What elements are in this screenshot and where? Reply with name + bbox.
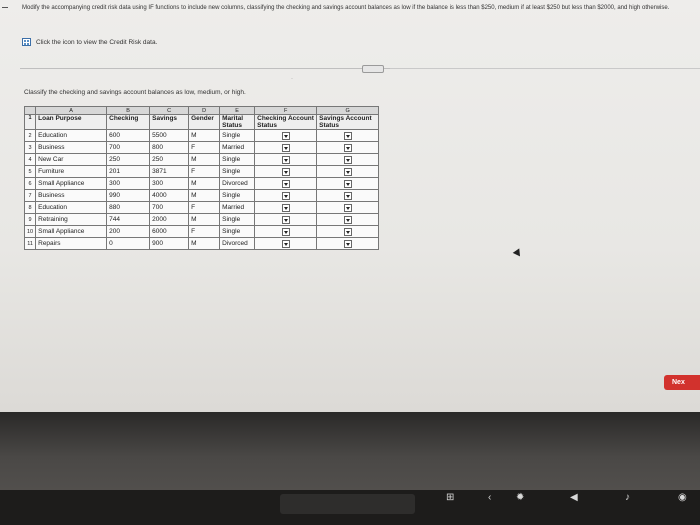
column-letter: C xyxy=(150,107,189,115)
loan-purpose-cell: Small Appliance xyxy=(36,226,107,238)
checking-status-cell xyxy=(255,226,317,238)
header-savings: Savings xyxy=(150,115,189,130)
marital-status-cell: Single xyxy=(220,190,255,202)
row-number: 11 xyxy=(25,238,36,250)
marital-status-cell: Single xyxy=(220,226,255,238)
left-dash xyxy=(2,7,8,8)
savings-status-cell xyxy=(317,202,379,214)
column-letter: D xyxy=(189,107,220,115)
checking-cell: 880 xyxy=(107,202,150,214)
checking-status-dropdown[interactable] xyxy=(282,132,290,140)
header-checking-status: Checking Account Status xyxy=(255,115,317,130)
checking-cell: 300 xyxy=(107,178,150,190)
table-row xyxy=(25,130,379,142)
checking-status-cell xyxy=(255,190,317,202)
row-number: 2 xyxy=(25,130,36,142)
checking-cell: 201 xyxy=(107,166,150,178)
gender-cell: M xyxy=(189,130,220,142)
savings-status-dropdown[interactable] xyxy=(344,156,352,164)
volume-icon[interactable]: ◀ xyxy=(570,492,578,503)
add-tab-icon[interactable]: ⊞ xyxy=(446,492,455,503)
loan-purpose-cell: Education xyxy=(36,202,107,214)
checking-status-dropdown[interactable] xyxy=(282,144,290,152)
marital-status-cell: Divorced xyxy=(220,238,255,250)
loan-purpose-cell: New Car xyxy=(36,154,107,166)
savings-cell: 700 xyxy=(150,202,189,214)
savings-status-dropdown[interactable] xyxy=(344,192,352,200)
instructions-text: Modify the accompanying credit risk data using IF functions to include new columns, classifying the checking and savings account balances as low if the balance is less than $250, medium if at least $250 but less than $2000, and high otherwise. xyxy=(22,5,670,11)
row-number: 4 xyxy=(25,154,36,166)
savings-status-cell xyxy=(317,190,379,202)
spreadsheet-icon[interactable] xyxy=(22,38,31,46)
row-number: 5 xyxy=(25,166,36,178)
savings-status-dropdown[interactable] xyxy=(344,240,352,248)
checking-status-dropdown[interactable] xyxy=(282,228,290,236)
gender-cell: M xyxy=(189,154,220,166)
savings-cell: 300 xyxy=(150,178,189,190)
checking-status-cell xyxy=(255,178,317,190)
gender-cell: M xyxy=(189,178,220,190)
marital-status-cell: Single xyxy=(220,130,255,142)
loan-purpose-cell: Small Appliance xyxy=(36,178,107,190)
checking-cell: 0 xyxy=(107,238,150,250)
savings-status-cell xyxy=(317,226,379,238)
loan-purpose-cell: Business xyxy=(36,190,107,202)
divider xyxy=(390,68,700,69)
header-row xyxy=(25,115,379,130)
header-marital-status: Marital Status xyxy=(220,115,255,130)
credit-risk-table xyxy=(24,106,379,250)
header-loan-purpose: Loan Purpose xyxy=(36,115,107,130)
checking-status-cell xyxy=(255,238,317,250)
checking-cell: 990 xyxy=(107,190,150,202)
checking-cell: 700 xyxy=(107,142,150,154)
checking-status-dropdown[interactable] xyxy=(282,156,290,164)
row-number: 3 xyxy=(25,142,36,154)
savings-status-cell xyxy=(317,214,379,226)
table-row xyxy=(25,142,379,154)
resize-handle[interactable] xyxy=(362,65,384,73)
checking-status-cell xyxy=(255,142,317,154)
question-prompt: Classify the checking and savings account balances as low, medium, or high. xyxy=(24,89,246,96)
gender-cell: M xyxy=(189,238,220,250)
savings-status-dropdown[interactable] xyxy=(344,132,352,140)
savings-cell: 2000 xyxy=(150,214,189,226)
table-row xyxy=(25,226,379,238)
checking-cell: 200 xyxy=(107,226,150,238)
marital-status-cell: Single xyxy=(220,166,255,178)
savings-cell: 3871 xyxy=(150,166,189,178)
back-icon[interactable]: ‹ xyxy=(488,492,492,503)
savings-cell: 250 xyxy=(150,154,189,166)
row-number: 7 xyxy=(25,190,36,202)
gender-cell: F xyxy=(189,226,220,238)
loan-purpose-cell: Furniture xyxy=(36,166,107,178)
savings-status-cell xyxy=(317,178,379,190)
divider xyxy=(20,68,400,69)
table-row xyxy=(25,202,379,214)
savings-status-dropdown[interactable] xyxy=(344,168,352,176)
marital-status-cell: Single xyxy=(220,154,255,166)
savings-status-cell xyxy=(317,130,379,142)
marital-status-cell: Married xyxy=(220,202,255,214)
savings-cell: 6000 xyxy=(150,226,189,238)
checking-status-dropdown[interactable] xyxy=(282,204,290,212)
row-number: 6 xyxy=(25,178,36,190)
table-row xyxy=(25,238,379,250)
mouse-cursor xyxy=(513,248,524,258)
gender-cell: M xyxy=(189,190,220,202)
table-row xyxy=(25,178,379,190)
savings-status-cell xyxy=(317,238,379,250)
checking-status-dropdown[interactable] xyxy=(282,168,290,176)
savings-cell: 5500 xyxy=(150,130,189,142)
row-number: 1 xyxy=(25,115,36,130)
column-letter: E xyxy=(220,107,255,115)
loan-purpose-cell: Business xyxy=(36,142,107,154)
savings-status-dropdown[interactable] xyxy=(344,216,352,224)
checking-status-dropdown[interactable] xyxy=(282,216,290,224)
checking-status-dropdown[interactable] xyxy=(282,180,290,188)
checking-status-cell xyxy=(255,130,317,142)
gender-cell: F xyxy=(189,142,220,154)
table-row xyxy=(25,214,379,226)
checking-cell: 744 xyxy=(107,214,150,226)
header-checking: Checking xyxy=(107,115,150,130)
next-button[interactable]: Nex xyxy=(664,375,700,390)
table-row xyxy=(25,166,379,178)
checking-status-cell xyxy=(255,154,317,166)
corner-cell xyxy=(25,107,36,115)
marital-status-cell: Single xyxy=(220,214,255,226)
column-letter: A xyxy=(36,107,107,115)
savings-status-dropdown[interactable] xyxy=(344,144,352,152)
loan-purpose-cell: Retraining xyxy=(36,214,107,226)
row-number: 9 xyxy=(25,214,36,226)
credit-data-link-label: Click the icon to view the Credit Risk data. xyxy=(36,38,158,46)
savings-status-dropdown[interactable] xyxy=(344,228,352,236)
savings-cell: 800 xyxy=(150,142,189,154)
savings-status-cell xyxy=(317,142,379,154)
marital-status-cell: Divorced xyxy=(220,178,255,190)
checking-cell: 250 xyxy=(107,154,150,166)
gender-cell: M xyxy=(189,214,220,226)
header-gender: Gender xyxy=(189,115,220,130)
savings-status-dropdown[interactable] xyxy=(344,180,352,188)
checking-status-dropdown[interactable] xyxy=(282,240,290,248)
checking-cell: 600 xyxy=(107,130,150,142)
checking-status-dropdown[interactable] xyxy=(282,192,290,200)
sound-icon[interactable]: ♪ xyxy=(625,492,630,503)
table-row xyxy=(25,190,379,202)
checking-status-cell xyxy=(255,166,317,178)
touch-bar-search-field[interactable] xyxy=(280,494,415,514)
row-number: 10 xyxy=(25,226,36,238)
column-letter: G xyxy=(317,107,379,115)
savings-status-cell xyxy=(317,154,379,166)
table-row xyxy=(25,154,379,166)
checking-status-cell xyxy=(255,214,317,226)
header-savings-status: Savings Account Status xyxy=(317,115,379,130)
column-letter: F xyxy=(255,107,317,115)
row-number: 8 xyxy=(25,202,36,214)
column-letters-row xyxy=(25,107,379,115)
brightness-icon[interactable]: ✹ xyxy=(516,492,525,503)
siri-icon[interactable]: ◉ xyxy=(678,492,687,503)
credit-data-link[interactable] xyxy=(22,38,157,46)
marital-status-cell: Married xyxy=(220,142,255,154)
gender-cell: F xyxy=(189,202,220,214)
savings-cell: 4000 xyxy=(150,190,189,202)
cursor-mark: · xyxy=(291,76,293,82)
savings-status-cell xyxy=(317,166,379,178)
gender-cell: F xyxy=(189,166,220,178)
checking-status-cell xyxy=(255,202,317,214)
savings-status-dropdown[interactable] xyxy=(344,204,352,212)
savings-cell: 900 xyxy=(150,238,189,250)
column-letter: B xyxy=(107,107,150,115)
loan-purpose-cell: Education xyxy=(36,130,107,142)
loan-purpose-cell: Repairs xyxy=(36,238,107,250)
